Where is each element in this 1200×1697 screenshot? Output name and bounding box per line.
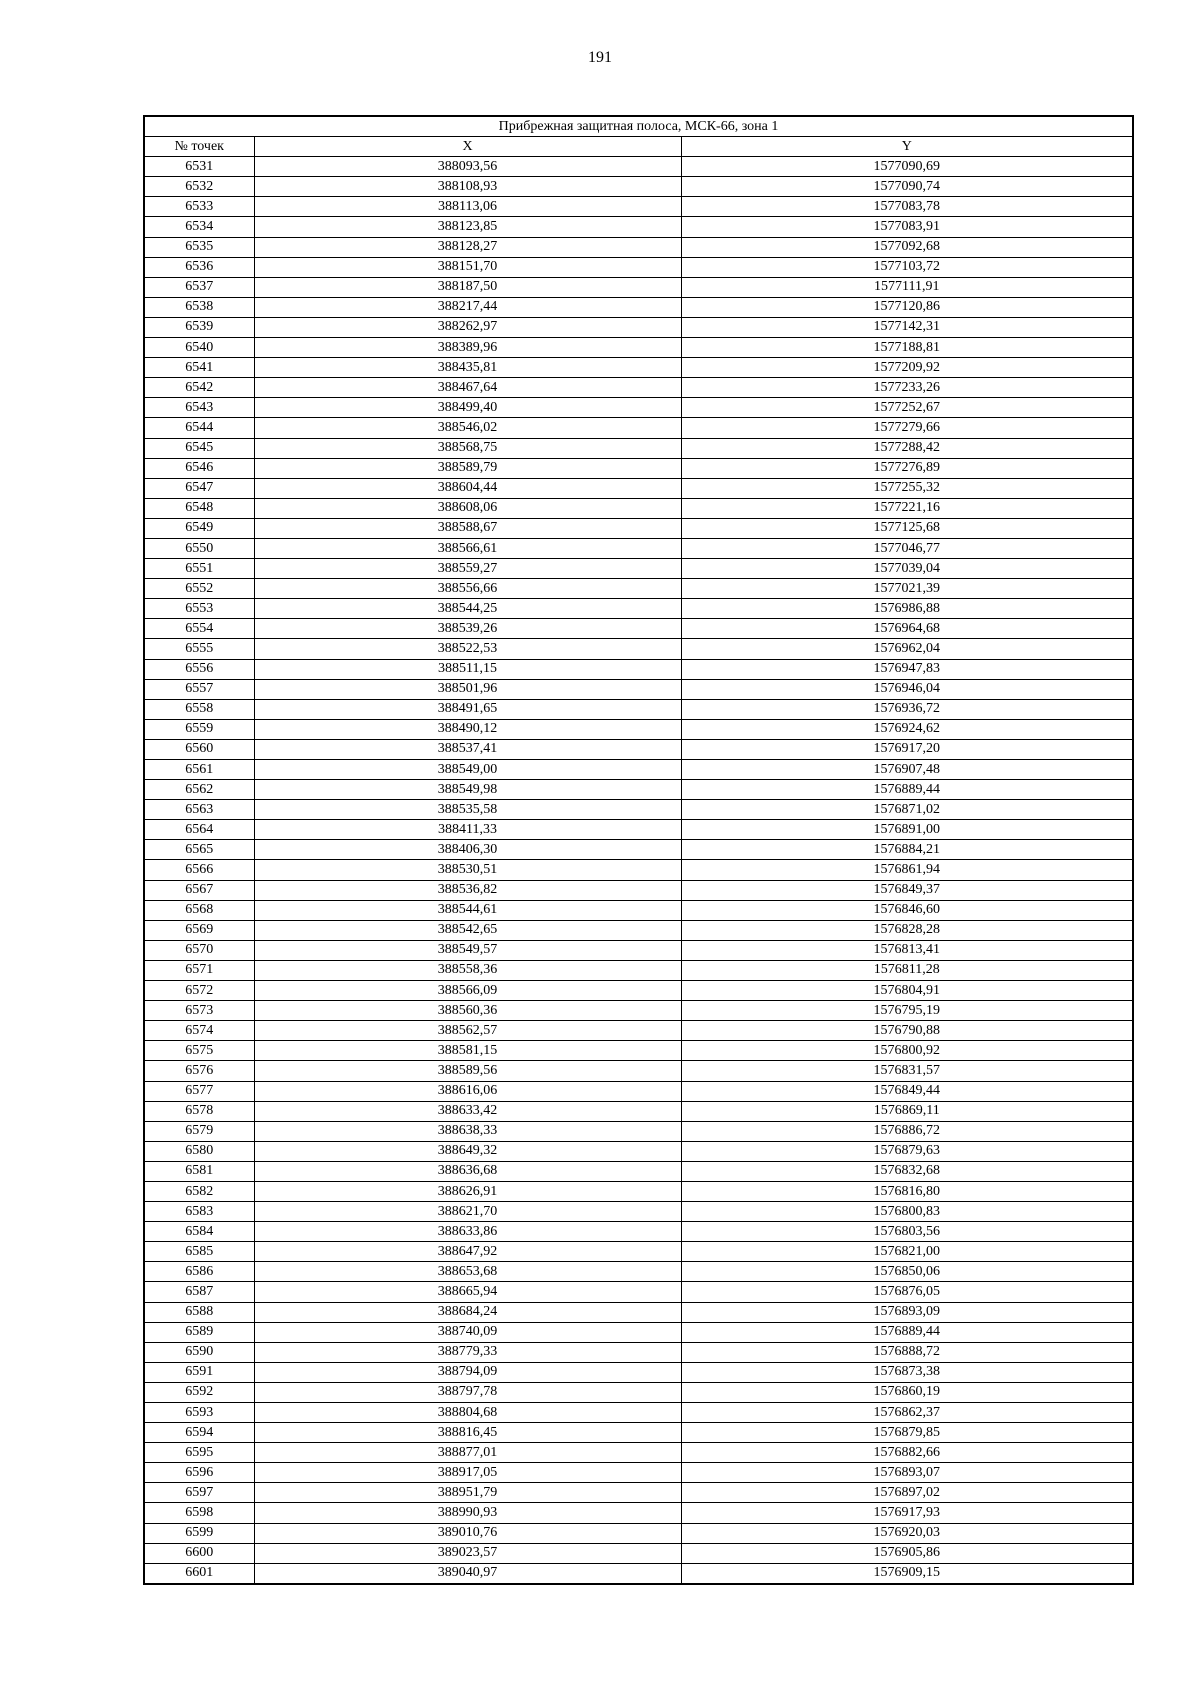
table-caption-row xyxy=(144,116,1133,137)
x-coordinate-cell: 388816,45 xyxy=(254,1423,681,1443)
x-coordinate-cell: 388544,61 xyxy=(254,900,681,920)
y-coordinate-cell: 1576862,37 xyxy=(681,1403,1133,1423)
point-number-cell: 6595 xyxy=(144,1443,254,1463)
table-row xyxy=(144,659,1133,679)
column-header-y: Y xyxy=(681,137,1133,157)
y-coordinate-cell: 1577039,04 xyxy=(681,559,1133,579)
point-number-cell: 6582 xyxy=(144,1181,254,1201)
y-coordinate-cell: 1576964,68 xyxy=(681,619,1133,639)
x-coordinate-cell: 388621,70 xyxy=(254,1202,681,1222)
y-coordinate-cell: 1576821,00 xyxy=(681,1242,1133,1262)
point-number-cell: 6547 xyxy=(144,478,254,498)
point-number-cell: 6580 xyxy=(144,1141,254,1161)
x-coordinate-cell: 388653,68 xyxy=(254,1262,681,1282)
point-number-cell: 6575 xyxy=(144,1041,254,1061)
point-number-cell: 6539 xyxy=(144,317,254,337)
table-row xyxy=(144,1242,1133,1262)
y-coordinate-cell: 1576860,19 xyxy=(681,1382,1133,1402)
table-row xyxy=(144,217,1133,237)
y-coordinate-cell: 1576897,02 xyxy=(681,1483,1133,1503)
x-coordinate-cell: 388467,64 xyxy=(254,378,681,398)
point-number-cell: 6591 xyxy=(144,1362,254,1382)
point-number-cell: 6562 xyxy=(144,780,254,800)
x-coordinate-cell: 388549,98 xyxy=(254,780,681,800)
table-row xyxy=(144,1041,1133,1061)
table-row xyxy=(144,940,1133,960)
point-number-cell: 6552 xyxy=(144,579,254,599)
y-coordinate-cell: 1576909,15 xyxy=(681,1563,1133,1584)
y-coordinate-cell: 1576861,94 xyxy=(681,860,1133,880)
table-row xyxy=(144,1282,1133,1302)
y-coordinate-cell: 1576905,86 xyxy=(681,1543,1133,1563)
x-coordinate-cell: 388562,57 xyxy=(254,1021,681,1041)
table-row xyxy=(144,277,1133,297)
y-coordinate-cell: 1576879,85 xyxy=(681,1423,1133,1443)
table-row xyxy=(144,177,1133,197)
y-coordinate-cell: 1576800,83 xyxy=(681,1202,1133,1222)
table-row xyxy=(144,1543,1133,1563)
point-number-cell: 6553 xyxy=(144,599,254,619)
y-coordinate-cell: 1576846,60 xyxy=(681,900,1133,920)
x-coordinate-cell: 388638,33 xyxy=(254,1121,681,1141)
point-number-cell: 6541 xyxy=(144,358,254,378)
table-body xyxy=(144,116,1133,1584)
point-number-cell: 6596 xyxy=(144,1463,254,1483)
y-coordinate-cell: 1576917,93 xyxy=(681,1503,1133,1523)
point-number-cell: 6587 xyxy=(144,1282,254,1302)
table-row xyxy=(144,1001,1133,1021)
point-number-cell: 6590 xyxy=(144,1342,254,1362)
y-coordinate-cell: 1577188,81 xyxy=(681,338,1133,358)
point-number-cell: 6574 xyxy=(144,1021,254,1041)
y-coordinate-cell: 1576891,00 xyxy=(681,820,1133,840)
x-coordinate-cell: 389023,57 xyxy=(254,1543,681,1563)
y-coordinate-cell: 1576873,38 xyxy=(681,1362,1133,1382)
x-coordinate-cell: 388108,93 xyxy=(254,177,681,197)
x-coordinate-cell: 388490,12 xyxy=(254,719,681,739)
table-row xyxy=(144,418,1133,438)
point-number-cell: 6545 xyxy=(144,438,254,458)
point-number-cell: 6554 xyxy=(144,619,254,639)
y-coordinate-cell: 1576849,44 xyxy=(681,1081,1133,1101)
x-coordinate-cell: 388491,65 xyxy=(254,699,681,719)
point-number-cell: 6588 xyxy=(144,1302,254,1322)
table-row xyxy=(144,458,1133,478)
x-coordinate-cell: 388123,85 xyxy=(254,217,681,237)
table-row xyxy=(144,257,1133,277)
table-row xyxy=(144,1302,1133,1322)
table-row xyxy=(144,338,1133,358)
x-coordinate-cell: 388649,32 xyxy=(254,1141,681,1161)
table-row xyxy=(144,840,1133,860)
table-row xyxy=(144,739,1133,759)
x-coordinate-cell: 388990,93 xyxy=(254,1503,681,1523)
y-coordinate-cell: 1577090,69 xyxy=(681,157,1133,177)
y-coordinate-cell: 1577276,89 xyxy=(681,458,1133,478)
y-coordinate-cell: 1576889,44 xyxy=(681,780,1133,800)
y-coordinate-cell: 1577083,78 xyxy=(681,197,1133,217)
y-coordinate-cell: 1576849,37 xyxy=(681,880,1133,900)
y-coordinate-cell: 1576886,72 xyxy=(681,1121,1133,1141)
table-row xyxy=(144,1081,1133,1101)
x-coordinate-cell: 388113,06 xyxy=(254,197,681,217)
x-coordinate-cell: 388522,53 xyxy=(254,639,681,659)
table-row xyxy=(144,1523,1133,1543)
table-row xyxy=(144,1483,1133,1503)
y-coordinate-cell: 1577252,67 xyxy=(681,398,1133,418)
table-row xyxy=(144,1503,1133,1523)
x-coordinate-cell: 388389,96 xyxy=(254,338,681,358)
point-number-cell: 6589 xyxy=(144,1322,254,1342)
x-coordinate-cell: 388797,78 xyxy=(254,1382,681,1402)
y-coordinate-cell: 1576917,20 xyxy=(681,739,1133,759)
point-number-cell: 6558 xyxy=(144,699,254,719)
point-number-cell: 6564 xyxy=(144,820,254,840)
x-coordinate-cell: 388566,09 xyxy=(254,981,681,1001)
y-coordinate-cell: 1577279,66 xyxy=(681,418,1133,438)
y-coordinate-cell: 1576790,88 xyxy=(681,1021,1133,1041)
y-coordinate-cell: 1576889,44 xyxy=(681,1322,1133,1342)
point-number-cell: 6538 xyxy=(144,297,254,317)
point-number-cell: 6586 xyxy=(144,1262,254,1282)
table-row xyxy=(144,478,1133,498)
point-number-cell: 6601 xyxy=(144,1563,254,1584)
x-coordinate-cell: 388539,26 xyxy=(254,619,681,639)
table-row xyxy=(144,237,1133,257)
x-coordinate-cell: 389040,97 xyxy=(254,1563,681,1584)
point-number-cell: 6559 xyxy=(144,719,254,739)
point-number-cell: 6573 xyxy=(144,1001,254,1021)
table-row xyxy=(144,358,1133,378)
y-coordinate-cell: 1577021,39 xyxy=(681,579,1133,599)
table-row xyxy=(144,197,1133,217)
x-coordinate-cell: 388779,33 xyxy=(254,1342,681,1362)
point-number-cell: 6597 xyxy=(144,1483,254,1503)
point-number-cell: 6548 xyxy=(144,498,254,518)
x-coordinate-cell: 388536,82 xyxy=(254,880,681,900)
x-coordinate-cell: 388804,68 xyxy=(254,1403,681,1423)
y-coordinate-cell: 1576831,57 xyxy=(681,1061,1133,1081)
point-number-cell: 6563 xyxy=(144,800,254,820)
table-row xyxy=(144,1181,1133,1201)
y-coordinate-cell: 1576879,63 xyxy=(681,1141,1133,1161)
table-row xyxy=(144,438,1133,458)
x-coordinate-cell: 388435,81 xyxy=(254,358,681,378)
y-coordinate-cell: 1576986,88 xyxy=(681,599,1133,619)
y-coordinate-cell: 1576800,92 xyxy=(681,1041,1133,1061)
table-row xyxy=(144,699,1133,719)
x-coordinate-cell: 388544,25 xyxy=(254,599,681,619)
point-number-cell: 6565 xyxy=(144,840,254,860)
point-number-cell: 6555 xyxy=(144,639,254,659)
y-coordinate-cell: 1576924,62 xyxy=(681,719,1133,739)
table-row xyxy=(144,518,1133,538)
x-coordinate-cell: 388566,61 xyxy=(254,538,681,558)
point-number-cell: 6599 xyxy=(144,1523,254,1543)
table-row xyxy=(144,860,1133,880)
point-number-cell: 6567 xyxy=(144,880,254,900)
x-coordinate-cell: 388217,44 xyxy=(254,297,681,317)
y-coordinate-cell: 1576884,21 xyxy=(681,840,1133,860)
y-coordinate-cell: 1576888,72 xyxy=(681,1342,1133,1362)
point-number-cell: 6578 xyxy=(144,1101,254,1121)
table-row xyxy=(144,639,1133,659)
x-coordinate-cell: 388877,01 xyxy=(254,1443,681,1463)
table-row xyxy=(144,297,1133,317)
table-row xyxy=(144,538,1133,558)
table-row xyxy=(144,619,1133,639)
x-coordinate-cell: 388740,09 xyxy=(254,1322,681,1342)
x-coordinate-cell: 388633,86 xyxy=(254,1222,681,1242)
x-coordinate-cell: 388546,02 xyxy=(254,418,681,438)
y-coordinate-cell: 1577120,86 xyxy=(681,297,1133,317)
point-number-cell: 6576 xyxy=(144,1061,254,1081)
point-number-cell: 6584 xyxy=(144,1222,254,1242)
point-number-cell: 6579 xyxy=(144,1121,254,1141)
x-coordinate-cell: 388608,06 xyxy=(254,498,681,518)
x-coordinate-cell: 388647,92 xyxy=(254,1242,681,1262)
point-number-cell: 6543 xyxy=(144,398,254,418)
point-number-cell: 6572 xyxy=(144,981,254,1001)
x-coordinate-cell: 388665,94 xyxy=(254,1282,681,1302)
table-row xyxy=(144,1021,1133,1041)
table-row xyxy=(144,579,1133,599)
x-coordinate-cell: 388581,15 xyxy=(254,1041,681,1061)
x-coordinate-cell: 388588,67 xyxy=(254,518,681,538)
y-coordinate-cell: 1576962,04 xyxy=(681,639,1133,659)
table-row xyxy=(144,378,1133,398)
y-coordinate-cell: 1577125,68 xyxy=(681,518,1133,538)
point-number-cell: 6570 xyxy=(144,940,254,960)
table-row xyxy=(144,157,1133,177)
x-coordinate-cell: 388560,36 xyxy=(254,1001,681,1021)
table-row xyxy=(144,1161,1133,1181)
point-number-cell: 6583 xyxy=(144,1202,254,1222)
y-coordinate-cell: 1577111,91 xyxy=(681,277,1133,297)
x-coordinate-cell: 388558,36 xyxy=(254,960,681,980)
x-coordinate-cell: 388626,91 xyxy=(254,1181,681,1201)
table-row xyxy=(144,1222,1133,1242)
x-coordinate-cell: 388128,27 xyxy=(254,237,681,257)
point-number-cell: 6532 xyxy=(144,177,254,197)
x-coordinate-cell: 388187,50 xyxy=(254,277,681,297)
point-number-cell: 6585 xyxy=(144,1242,254,1262)
point-number-cell: 6557 xyxy=(144,679,254,699)
y-coordinate-cell: 1576876,05 xyxy=(681,1282,1133,1302)
y-coordinate-cell: 1577221,16 xyxy=(681,498,1133,518)
point-number-cell: 6581 xyxy=(144,1161,254,1181)
y-coordinate-cell: 1576893,09 xyxy=(681,1302,1133,1322)
x-coordinate-cell: 388511,15 xyxy=(254,659,681,679)
y-coordinate-cell: 1577046,77 xyxy=(681,538,1133,558)
table-row xyxy=(144,559,1133,579)
table-row xyxy=(144,920,1133,940)
x-coordinate-cell: 388537,41 xyxy=(254,739,681,759)
y-coordinate-cell: 1577288,42 xyxy=(681,438,1133,458)
point-number-cell: 6550 xyxy=(144,538,254,558)
x-coordinate-cell: 388530,51 xyxy=(254,860,681,880)
x-coordinate-cell: 388501,96 xyxy=(254,679,681,699)
y-coordinate-cell: 1576882,66 xyxy=(681,1443,1133,1463)
y-coordinate-cell: 1577142,31 xyxy=(681,317,1133,337)
table-row xyxy=(144,1262,1133,1282)
column-header-x: X xyxy=(254,137,681,157)
table-row xyxy=(144,1202,1133,1222)
point-number-cell: 6561 xyxy=(144,760,254,780)
y-coordinate-cell: 1576803,56 xyxy=(681,1222,1133,1242)
table-row xyxy=(144,1403,1133,1423)
y-coordinate-cell: 1577233,26 xyxy=(681,378,1133,398)
y-coordinate-cell: 1576850,06 xyxy=(681,1262,1133,1282)
y-coordinate-cell: 1576907,48 xyxy=(681,760,1133,780)
x-coordinate-cell: 388499,40 xyxy=(254,398,681,418)
table-row xyxy=(144,1322,1133,1342)
table-row xyxy=(144,1121,1133,1141)
table-row xyxy=(144,1342,1133,1362)
point-number-cell: 6568 xyxy=(144,900,254,920)
point-number-cell: 6534 xyxy=(144,217,254,237)
y-coordinate-cell: 1576832,68 xyxy=(681,1161,1133,1181)
x-coordinate-cell: 388684,24 xyxy=(254,1302,681,1322)
point-number-cell: 6598 xyxy=(144,1503,254,1523)
x-coordinate-cell: 388636,68 xyxy=(254,1161,681,1181)
x-coordinate-cell: 388794,09 xyxy=(254,1362,681,1382)
point-number-cell: 6540 xyxy=(144,338,254,358)
x-coordinate-cell: 388535,58 xyxy=(254,800,681,820)
table-row xyxy=(144,498,1133,518)
x-coordinate-cell: 388549,57 xyxy=(254,940,681,960)
point-number-cell: 6535 xyxy=(144,237,254,257)
point-number-cell: 6549 xyxy=(144,518,254,538)
table-row xyxy=(144,1101,1133,1121)
table-header-row xyxy=(144,137,1133,157)
point-number-cell: 6542 xyxy=(144,378,254,398)
table-row xyxy=(144,960,1133,980)
x-coordinate-cell: 388589,79 xyxy=(254,458,681,478)
x-coordinate-cell: 388568,75 xyxy=(254,438,681,458)
y-coordinate-cell: 1576871,02 xyxy=(681,800,1133,820)
x-coordinate-cell: 388151,70 xyxy=(254,257,681,277)
x-coordinate-cell: 388589,56 xyxy=(254,1061,681,1081)
x-coordinate-cell: 388549,00 xyxy=(254,760,681,780)
table-row xyxy=(144,900,1133,920)
table-row xyxy=(144,880,1133,900)
y-coordinate-cell: 1577255,32 xyxy=(681,478,1133,498)
table-row xyxy=(144,1563,1133,1584)
point-number-cell: 6577 xyxy=(144,1081,254,1101)
point-number-cell: 6600 xyxy=(144,1543,254,1563)
y-coordinate-cell: 1577092,68 xyxy=(681,237,1133,257)
point-number-cell: 6556 xyxy=(144,659,254,679)
table-row xyxy=(144,317,1133,337)
table-row xyxy=(144,981,1133,1001)
x-coordinate-cell: 388633,42 xyxy=(254,1101,681,1121)
y-coordinate-cell: 1577090,74 xyxy=(681,177,1133,197)
y-coordinate-cell: 1576936,72 xyxy=(681,699,1133,719)
x-coordinate-cell: 388542,65 xyxy=(254,920,681,940)
table-row xyxy=(144,398,1133,418)
x-coordinate-cell: 388917,05 xyxy=(254,1463,681,1483)
point-number-cell: 6560 xyxy=(144,739,254,759)
page-number: 191 xyxy=(588,49,612,66)
table-row xyxy=(144,760,1133,780)
point-number-cell: 6551 xyxy=(144,559,254,579)
y-coordinate-cell: 1577103,72 xyxy=(681,257,1133,277)
table-row xyxy=(144,1362,1133,1382)
y-coordinate-cell: 1576947,83 xyxy=(681,659,1133,679)
x-coordinate-cell: 388093,56 xyxy=(254,157,681,177)
point-number-cell: 6566 xyxy=(144,860,254,880)
x-coordinate-cell: 388616,06 xyxy=(254,1081,681,1101)
point-number-cell: 6537 xyxy=(144,277,254,297)
y-coordinate-cell: 1576816,80 xyxy=(681,1181,1133,1201)
point-number-cell: 6569 xyxy=(144,920,254,940)
x-coordinate-cell: 388559,27 xyxy=(254,559,681,579)
table-row xyxy=(144,599,1133,619)
table-caption: Прибрежная защитная полоса, МСК-66, зона 1 xyxy=(144,116,1133,137)
table-row xyxy=(144,1463,1133,1483)
column-header-point-number: № точек xyxy=(144,137,254,157)
point-number-cell: 6571 xyxy=(144,960,254,980)
y-coordinate-cell: 1577209,92 xyxy=(681,358,1133,378)
table-row xyxy=(144,800,1133,820)
table-row xyxy=(144,1423,1133,1443)
y-coordinate-cell: 1577083,91 xyxy=(681,217,1133,237)
point-number-cell: 6546 xyxy=(144,458,254,478)
table-row xyxy=(144,679,1133,699)
x-coordinate-cell: 388556,66 xyxy=(254,579,681,599)
table-row xyxy=(144,780,1133,800)
point-number-cell: 6594 xyxy=(144,1423,254,1443)
table-row xyxy=(144,1443,1133,1463)
y-coordinate-cell: 1576893,07 xyxy=(681,1463,1133,1483)
table-row xyxy=(144,719,1133,739)
y-coordinate-cell: 1576946,04 xyxy=(681,679,1133,699)
table-row xyxy=(144,1061,1133,1081)
y-coordinate-cell: 1576811,28 xyxy=(681,960,1133,980)
x-coordinate-cell: 388951,79 xyxy=(254,1483,681,1503)
point-number-cell: 6592 xyxy=(144,1382,254,1402)
y-coordinate-cell: 1576813,41 xyxy=(681,940,1133,960)
point-number-cell: 6533 xyxy=(144,197,254,217)
point-number-cell: 6593 xyxy=(144,1403,254,1423)
y-coordinate-cell: 1576828,28 xyxy=(681,920,1133,940)
y-coordinate-cell: 1576795,19 xyxy=(681,1001,1133,1021)
y-coordinate-cell: 1576920,03 xyxy=(681,1523,1133,1543)
x-coordinate-cell: 389010,76 xyxy=(254,1523,681,1543)
x-coordinate-cell: 388411,33 xyxy=(254,820,681,840)
y-coordinate-cell: 1576804,91 xyxy=(681,981,1133,1001)
point-number-cell: 6531 xyxy=(144,157,254,177)
table-row xyxy=(144,1141,1133,1161)
y-coordinate-cell: 1576869,11 xyxy=(681,1101,1133,1121)
x-coordinate-cell: 388262,97 xyxy=(254,317,681,337)
point-number-cell: 6536 xyxy=(144,257,254,277)
coordinates-table xyxy=(143,115,1134,1585)
x-coordinate-cell: 388406,30 xyxy=(254,840,681,860)
x-coordinate-cell: 388604,44 xyxy=(254,478,681,498)
table-row xyxy=(144,820,1133,840)
point-number-cell: 6544 xyxy=(144,418,254,438)
table-row xyxy=(144,1382,1133,1402)
